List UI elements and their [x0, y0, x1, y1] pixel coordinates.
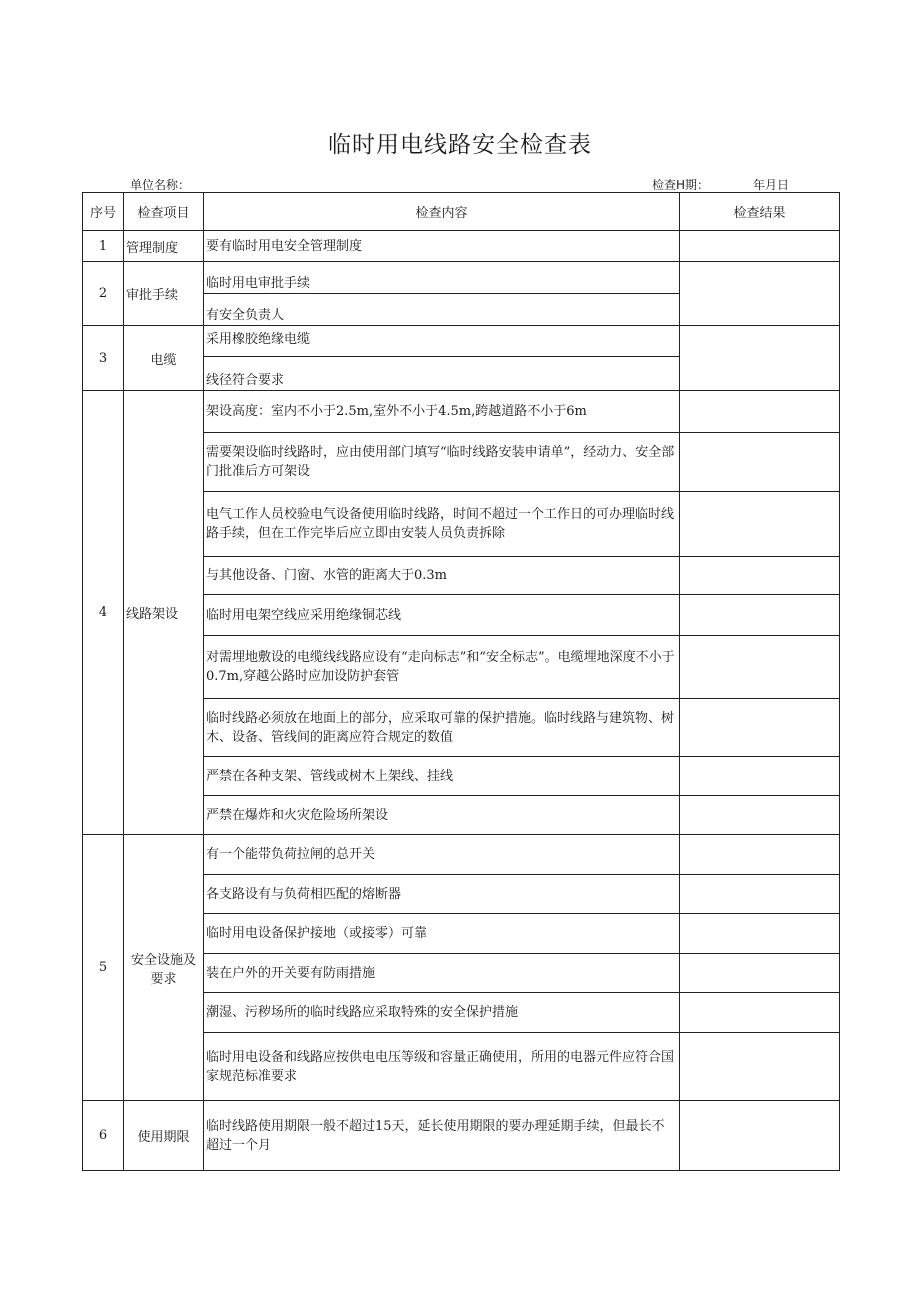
- table-row: [83, 262, 840, 294]
- header-item: 检查项目: [124, 193, 204, 231]
- check-item: 使用期限: [124, 1101, 204, 1171]
- result-cell[interactable]: [680, 699, 840, 757]
- check-content: 装在户外的开关要有防雨措施: [204, 954, 680, 993]
- result-cell[interactable]: [680, 993, 840, 1033]
- result-cell[interactable]: [680, 757, 840, 796]
- check-content: 临时用电设备和线路应按供电电压等级和容量正确使用，所用的电器元件应符合国家规范标准要求: [204, 1033, 680, 1101]
- result-cell[interactable]: [680, 433, 840, 492]
- check-content: 对需埋地敷设的电缆线线路应设有“走向标志”和“安全标志”。电缆埋地深度不小于0.7m,穿越公路时应加设防护套管: [204, 636, 680, 699]
- check-item: 管理制度: [124, 231, 204, 262]
- inspection-date-tail: 年月日: [753, 178, 790, 192]
- result-cell[interactable]: [680, 1101, 840, 1171]
- result-cell[interactable]: [680, 557, 840, 595]
- page-title: 临时用电线路安全检查表: [328, 132, 592, 158]
- check-content: 有一个能带负荷拉闸的总开关: [204, 835, 680, 875]
- result-cell[interactable]: [680, 796, 840, 835]
- check-content: 与其他设备、门窗、水管的距离大于0.3m: [204, 557, 680, 595]
- check-content: 临时线路使用期限一般不超过15天，延长使用期限的要办理延期手续，但最长不超过一个月: [204, 1101, 680, 1171]
- check-content: 严禁在各种支架、管线或树木上架线、挂线: [204, 757, 680, 796]
- header-num: 序号: [83, 193, 124, 231]
- row-num: 2: [83, 262, 124, 326]
- check-content: 临时用电审批手续: [204, 262, 680, 294]
- header-row: [83, 193, 840, 231]
- result-cell[interactable]: [680, 326, 840, 391]
- check-item: 线路架设: [124, 391, 204, 835]
- check-content: 电气工作人员校验电气设备使用临时线路，时间不超过一个工作日的可办理临时线路手续，但在工作完毕后应立即由安装人员负责拆除: [204, 492, 680, 557]
- header-result: 检查结果: [680, 193, 840, 231]
- checklist-table: [82, 192, 840, 1171]
- check-content: 线径符合要求: [204, 357, 680, 391]
- check-content: 架设高度：室内不小于2.5m,室外不小于4.5m,跨越道路不小于6m: [204, 391, 680, 433]
- check-content: 潮湿、污秽场所的临时线路应采取特殊的安全保护措施: [204, 993, 680, 1033]
- check-content: 有安全负责人: [204, 294, 680, 326]
- check-item: 审批手续: [124, 262, 204, 326]
- result-cell[interactable]: [680, 595, 840, 636]
- unit-name-label: 单位名称：: [130, 178, 191, 192]
- row-num: 6: [83, 1101, 124, 1171]
- row-num: 1: [83, 231, 124, 262]
- table-row: [83, 1101, 840, 1171]
- result-cell[interactable]: [680, 1033, 840, 1101]
- table-row: [83, 391, 840, 433]
- check-item: 安全设施及要求: [124, 835, 204, 1101]
- result-cell[interactable]: [680, 914, 840, 954]
- inspection-date-label: 检查H期：: [652, 178, 710, 192]
- check-item: 电缆: [124, 326, 204, 391]
- result-cell[interactable]: [680, 391, 840, 433]
- result-cell[interactable]: [680, 835, 840, 875]
- result-cell[interactable]: [680, 492, 840, 557]
- row-num: 5: [83, 835, 124, 1101]
- table-row: [83, 326, 840, 357]
- result-cell[interactable]: [680, 875, 840, 914]
- check-content: 临时用电设备保护接地（或接零）可靠: [204, 914, 680, 954]
- check-content: 需要架设临时线路时，应由使用部门填写“临时线路安装申请单”，经动力、安全部门批准后方可架设: [204, 433, 680, 492]
- check-content: 各支路设有与负荷相匹配的熔断器: [204, 875, 680, 914]
- header-content: 检查内容: [204, 193, 680, 231]
- result-cell[interactable]: [680, 954, 840, 993]
- inspection-date: [652, 176, 789, 193]
- check-content: 临时线路必须放在地面上的部分，应采取可靠的保护措施。临时线路与建筑物、树木、设备、管线间的距离应符合规定的数值: [204, 699, 680, 757]
- result-cell[interactable]: [680, 231, 840, 262]
- table-row: [83, 231, 840, 262]
- table-row: [83, 835, 840, 875]
- check-content: 临时用电架空线应采用绝缘铜芯线: [204, 595, 680, 636]
- result-cell[interactable]: [680, 262, 840, 326]
- row-num: 4: [83, 391, 124, 835]
- check-content: 严禁在爆炸和火灾危险场所架设: [204, 796, 680, 835]
- result-cell[interactable]: [680, 636, 840, 699]
- check-content: 采用橡胶绝缘电缆: [204, 326, 680, 357]
- row-num: 3: [83, 326, 124, 391]
- check-content: 要有临时用电安全管理制度: [204, 231, 680, 262]
